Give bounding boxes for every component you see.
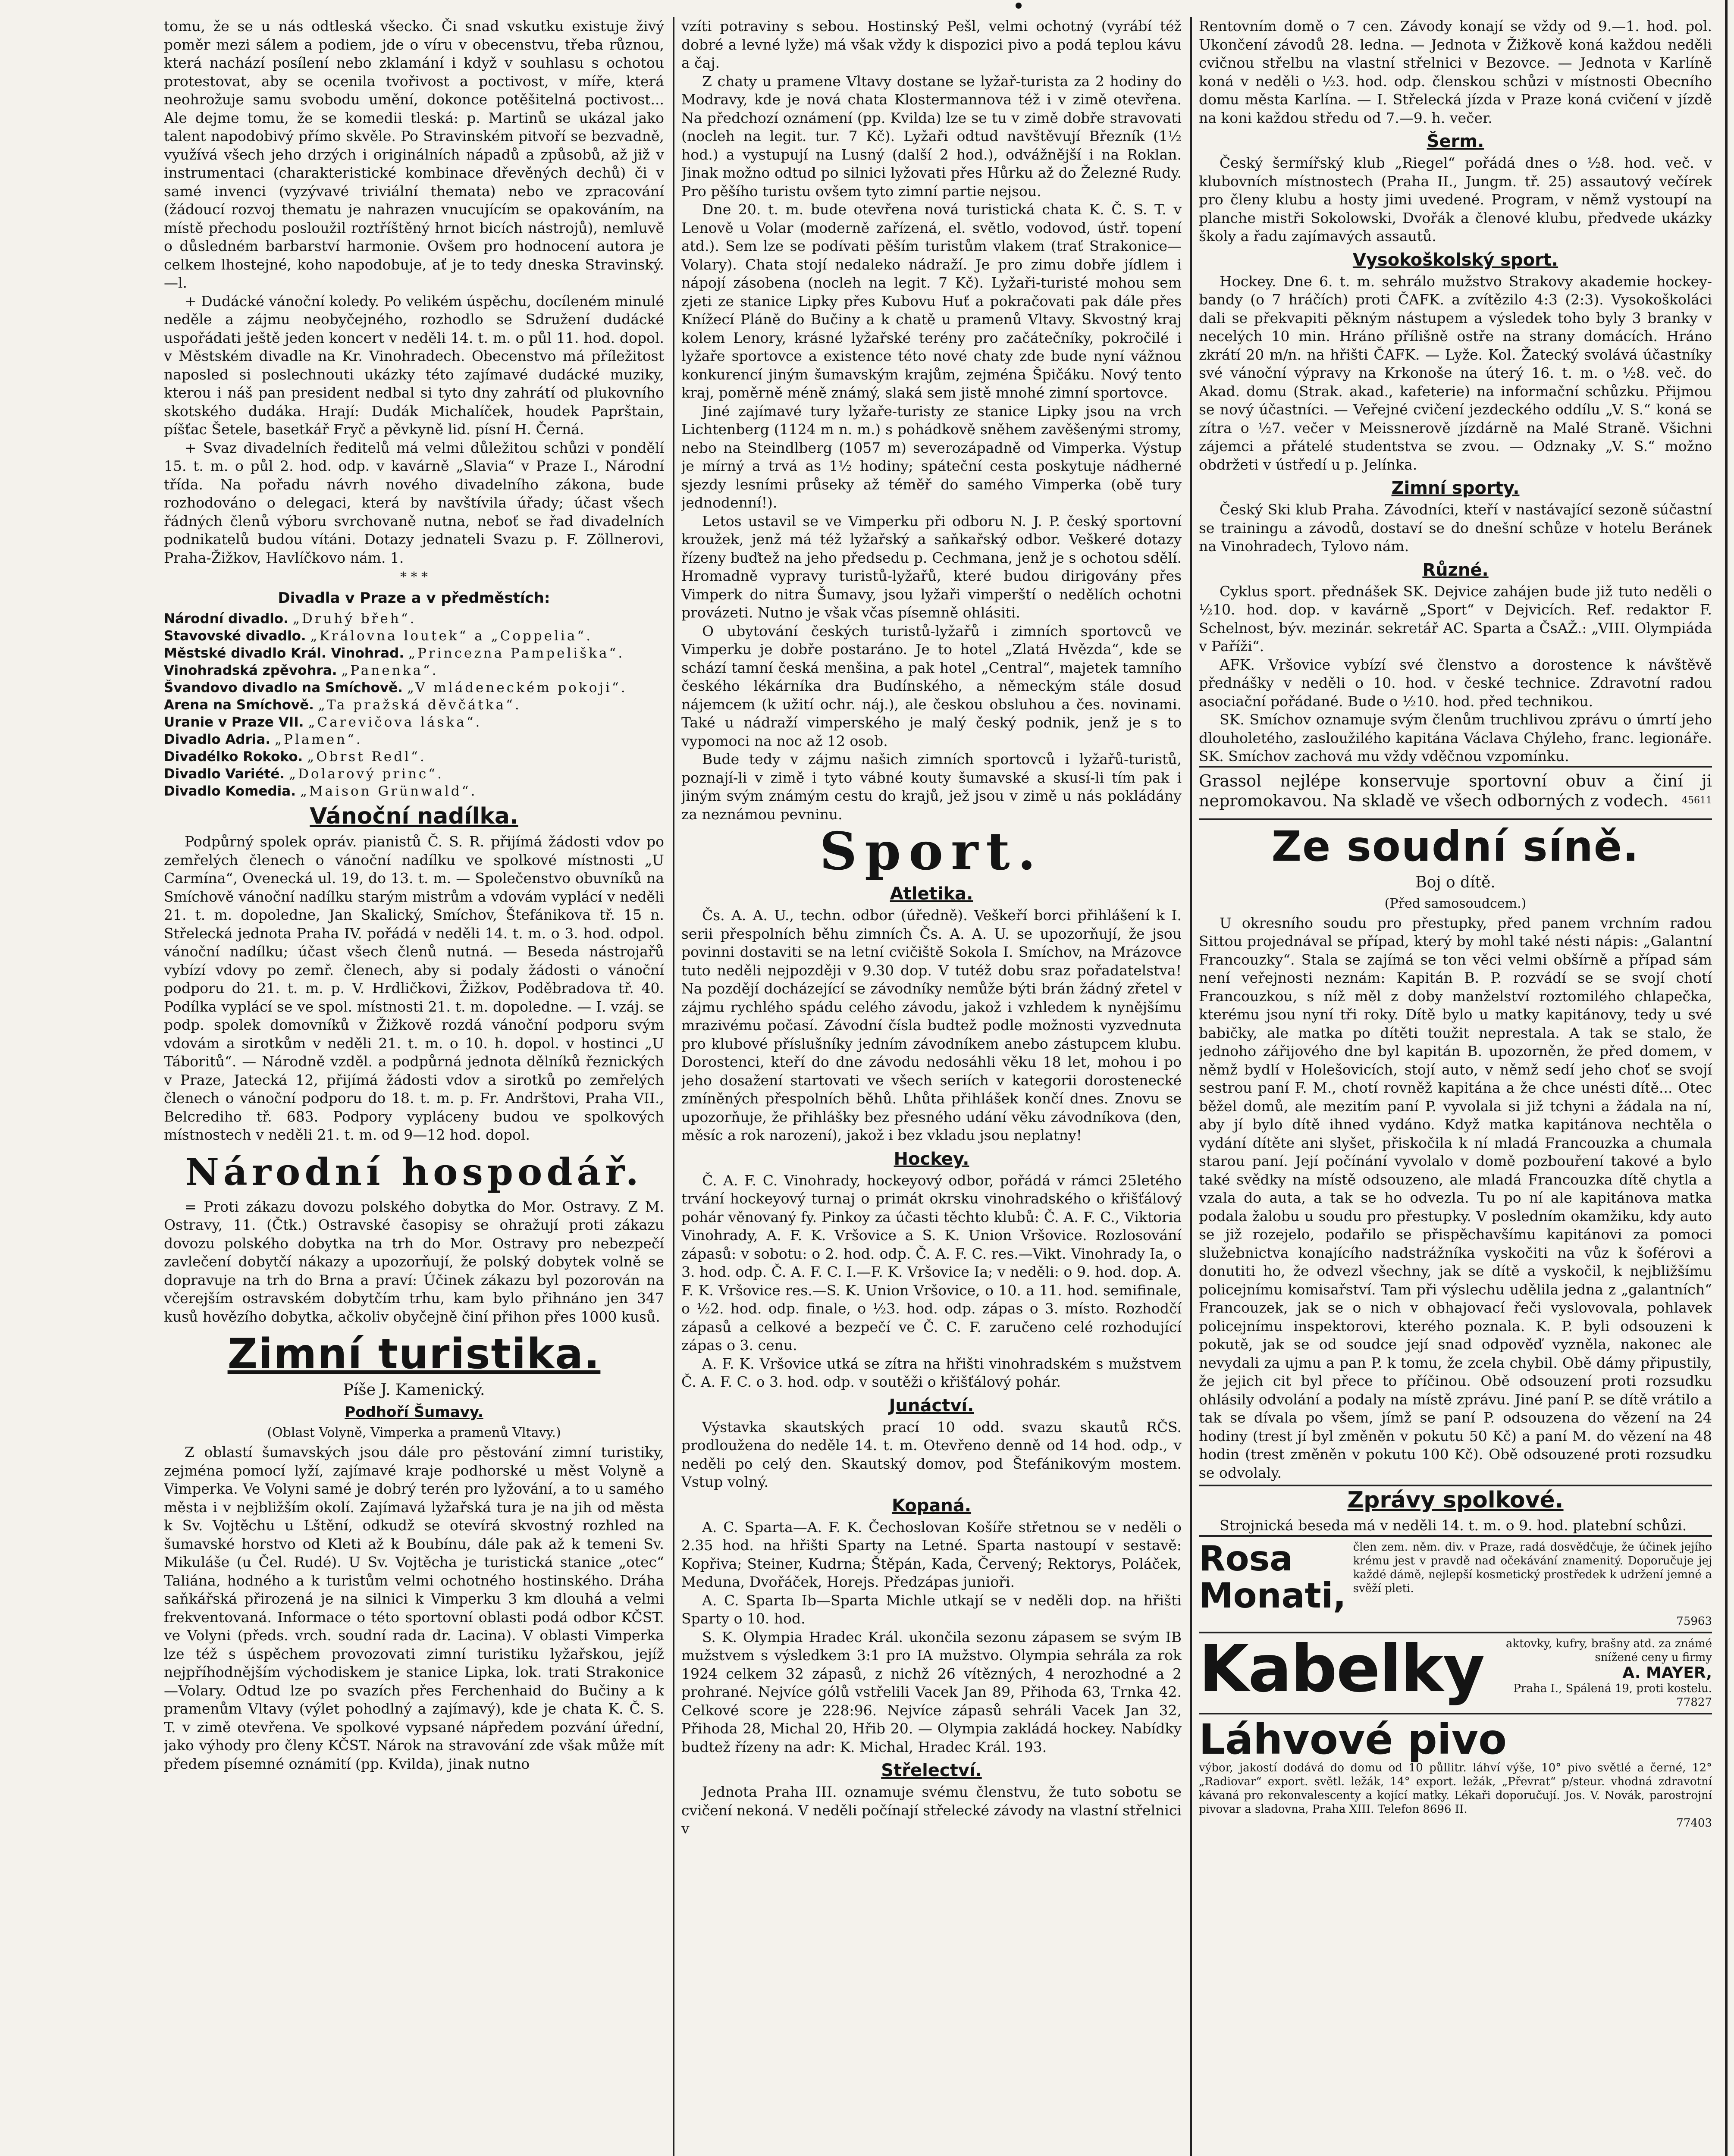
column-1 xyxy=(164,17,664,2156)
article-zpravy: Strojnická beseda má v neděli 14. t. m. o 9. hod. platební schůzi. xyxy=(1220,1517,1687,1534)
section-heading-sport: Sport. xyxy=(819,821,1044,882)
subheading-soudni: Boj o dítě. xyxy=(1415,873,1496,891)
article-ruzne: SK. Smíchov oznamuje svým členům truchlivou zprávu o úmrtí jeho dlouholetého, zasloužilého kapitána Václava Chýleho, franc. legionáře. SK. Smíchov zachová mu vždy vděčnou vzpomínku. xyxy=(1199,711,1712,765)
article-kopana: S. K. Olympia Hradec Král. ukončila sezonu zápasem se svým IB mužstvem s výsledkem 3:1 pro IA mužstvo. Olympia sehrála za rok 1924 celkem 32 zápasů, z nichž 26 vítězných, 4 nerozhodné a 2 prohrané. Nejvíce gólů vstřelili Vacek Jan 89, Přihoda 63, Trnka 42. Celkové score je 228:96. Nejvíce zápasů sehráli Vacek Jan 32, Přihoda 28, Michal 20, Hřib 20. — Olympia zakládá hockey. Nabídky budtež řízeny na adr: K. Michal, Hradec Král. 193. xyxy=(681,1628,1182,1755)
subheading-serm: Šerm. xyxy=(1427,132,1484,151)
theatre-item: Uranie v Praze VII. „Carevičova láska“. xyxy=(164,714,482,730)
subheading-junactvi: Junáctví. xyxy=(889,1395,974,1416)
article-paragraph: O ubytování českých turistů-lyžařů i zimních sportovců ve Vimperku je dobře postaráno. Je to hotel „Zlatá Hvězda“, kde se schází tamní česká menšina, a pak hotel „Central“, majetek tamního českého lékárníka dra Budínského, a německým stále dosud nájemcem (k užití ochr. náj.), ale českou obsluhou a čes. novinami. Také u nádraží vimperského je malý český podnik, jenž je s to vypomoci na noc až 12 osob. xyxy=(681,622,1182,749)
article-nadilka: Podpůrný spolek opráv. pianistů Č. S. R. přijímá žádosti vdov po zemřelých členech o vánoční nadílku ve spolkové místnosti „U Carmína“, Ovenecká ul. 19, do 13. t. m. — Společenstvo obuvníků na Smíchově vánoční nadílku starým mistrům a vdovám vyplácí v neděli 21. t. m. dopoledne, Jan Skalický, Smíchov, Štefánikova tř. 15 n. Střelecká jednota Praha IV. pořádá v neděli 14. t. m. o 3. hod. odpol. vánoční nadílku; účast všech členů nutná. — Beseda nástrojařů vybízí vdovy po zemř. členech, aby si podaly žádosti o vánoční podporu do 21. t. m. p. V. Hrdličkovi, Žižkov, Poděbradova tř. 40. Podílka vyplácí se ve spol. místnosti 21. t. m. dopoledne. — I. vzáj. se podp. spolek domovníků v Žižkově rozdá vánoční podporu svým vdovám a sirotkům v neděli 21. t. m. o 10. h. dopol. v hostinci „U Táboritů“. — Národně vzděl. a podpůrná jednota dělníků řeznických v Praze, Jatecká 12, přijímá žádosti vdov a sirotků po zemřelých členech o vánoční podporu do 18. t. m. p. Fr. Andrštovi, Praha VII., Belcrediho tř. 683. Podpory vypláceny budou ve spolkových místnostech v neděli 21. t. m. od 9—12 hod. dopol. xyxy=(164,833,664,1143)
theatre-item: Městské divadlo Král. Vinohrad. „Princezna Pampeliška“. xyxy=(164,646,625,661)
subheading-zimni: Zimní sporty. xyxy=(1391,478,1520,498)
theatre-item: Vinohradská zpěvohra. „Panenka“. xyxy=(164,663,439,678)
article-continuation: Rentovním domě o 7 cen. Závody konají se vždy od 9.—1. hod. pol. Ukončení závodů 28. ledna. — Jednota v Žižkově koná každou neděli cvičnou střelbu na vlastní střelnici v Bezovce. — Jednota v Karlíně koná v neděli o ½3. hod. odp. členskou schůzi v místnosti Obecního domu města Karlína. — I. Střelecká jízda v Praze koná cvičení v jízdě na koni každou středu od 7.—9. h. večer. xyxy=(1199,18,1712,126)
article-kopana: A. C. Sparta Ib—Sparta Michle utkají se v neděli dop. na hřišti Sparty o 10. hod. xyxy=(681,1592,1182,1627)
column-2 xyxy=(681,17,1182,2156)
theatre-item: Švandovo divadlo na Smíchově. „V mládeneckém pokoji“. xyxy=(164,680,627,696)
section-heading-soudni: Ze soudní síně. xyxy=(1199,818,1712,870)
theatre-item: Arena na Smíchově. „Ta pražská děvčátka“. xyxy=(164,697,521,713)
section-heading-turistika: Zimní turistika. xyxy=(227,1330,601,1378)
article-continuation: tomu, že se u nás odtleská všecko. Či snad vskutku existuje živý poměr mezi sálem a podiem, jde o víru v obecenstvu, třeba různou, která nachází posílení nebo zklamání i když v souhlasu s ochotou protestovat, aby se ocenila tvořivost a poctivost, v míře, která neohrožuje samu svobodu umění, dokonce potěšitelná poctivost... Ale dejme tomu, že se komedii tleská: p. Martinů se ukázal jako talent napodobivý přímo skvěle. Po Stravinském pitvoří se bezvadně, využívá všech jeho drzých i originálních nápadů a způsobů, až již v instrumentaci (charakteristické kombinace dřevěných dechů) či v samé invenci (vyzývavé triviální themata) nebo ve zpracování (žádoucí rozvoj thematu je nahrazen vnucujícím se opakováním, na místě přechodu posloužil roztříštěný hrnot bicích nástrojů), nemluvě o důsledném barbarství harmonie. Ovšem pro hodnocení autora je celkem lhostejné, koho napodobuje, ať je to tedy dneska Stravinský. —l. xyxy=(164,18,664,291)
subheading-podhori: Podhoří Šumavy. xyxy=(345,1404,483,1421)
theatre-item: Národní divadlo. „Druhý břeh“. xyxy=(164,611,417,627)
article-atletika: Čs. A. A. U., techn. odbor (úředně). Veškeří borci přihlášení k I. serii přespolních běhu zimních Čs. A. A. U. se upozorňují, že jsou povinni dostaviti se na letní cvičiště Sokola I. Smíchov, na Mrázovce tuto neděli nejpozději v 9.30 dop. V tutéž dobu sraz pořadatelstva! Na pozdějí docházející se závodníky nemůže býti brán žádný zřetel v zájmu rychlého spádu celého závodu, jakož i vzhledem k nynějšímu mrazivému počasí. Závodní čísla budtež podle možnosti vyzvednuta pro klubové příslušníky jedním závodníkem anebo zástupcem klubu. Dorostenci, kteří do dne závodu nedosáhli věku 18 let, mohou i po jeho dosažení startovati ve všech seriích v kategorii dorostenecké zmíněných přespolních běhů. Lhůta přihlášek končí dnes. Znovu se upozorňuje, že přihlášky bez přesného udání věku závodníkova (den, měsíc a rok narození), jakož i bez vkladu jsou neplatny! xyxy=(681,907,1182,1144)
byline: Píše J. Kamenický. xyxy=(343,1381,485,1399)
article-hockey: A. F. K. Vršovice utká se zítra na hřišti vinohradském s mužstvem Č. A. F. C. o 3. hod. odp. v soutěži o křišťálový pohár. xyxy=(681,1355,1182,1390)
ad-lahvove-pivo: Láhvové pivo výbor, jakostí dodává do domu od 10 půllitr. láhví výše, 10° pivo světlé a černé, 12° „Radiovar“ export. světl. ležák, 14° export. ležák, „Převrat“ p/steur. vhodná zdravotní kávaná pro rekonvalescenty a kojící matky. Lékaři doporučují. Jos. V. Novák, parostrojní pivovar a sladovna, Praha XIII. Telefon 8696 II. 77403 xyxy=(1199,1713,1712,1833)
column-rule xyxy=(1190,17,1192,2156)
article-turistika: Z oblastí šumavských jsou dále pro pěstování zimní turistiky, zejména pomocí lyží, zajímavé kraje podhorské u měst Volyně a Vimperka. Ve Volyni samé je dobrý terén pro lyžování, a to u samého města i v nejbližším okolí. Zajímavá lyžařská tura je na jih od města k Sv. Vojtěchu u Lštění, odkudž se otevírá skvostný rozhled na šumavské horstvo od Kleti až k Boubínu, dále pak až k temeni Sv. Mikuláše (u Čel. Rudé). U Sv. Vojtěcha je turistická stanice „otec“ Taliána, hodného a k turistům velmi ochotného hostinského. Dráha saňkářská přirozená je na silnici k Vimperku 3 km dlouhá a velmi frekventovaná. Informace o této sportovní oblasti podá odbor KČST. ve Volyni (předs. vrch. soudní rada dr. Lacina). V oblasti Vimperka lze též s úspěchem provozovati zimní turistiku lyžařskou, jejíž nejpříhodnějším východiskem je stanice Lipka, lok. trati Strakonice—Volary. Odtud lze po svazích přes Ferchenhaid do Bučiny a k pramenům Vltavy (výlet pohodlný a zajímavý), kde je chata K. Č. S. T. v zimě otevřena. Ve spolkové vypsané nápředem pozvání úřední, jako výhody pro členy KČST. Nárok na stravování zde však může mít předem písemné oznámití (pp. Kvilda), jinak nutno xyxy=(164,1444,664,1772)
article-strelectvi: Jednota Praha III. oznamuje svému členstvu, že tuto sobotu se cvičení nekoná. V neděli počínají střelecké závody na vlastní střelnici v xyxy=(681,1783,1182,1837)
article-ruzne: Cyklus sport. přednášek SK. Dejvice zahájen bude již tuto neděli o ½10. hod. dop. v kavárně „Sport“ v Dejvicích. Ref. redaktor F. Schelnost, býv. mezinár. sekretář AC. Sparta a ČsAŽ.: „VIII. Olympiáda v Paříži“. xyxy=(1199,583,1712,655)
separator-stars: * * * xyxy=(400,570,428,585)
subheading-ruzne: Různé. xyxy=(1422,560,1489,580)
article-paragraph: Z chaty u pramene Vltavy dostane se lyžař-turista za 2 hodiny do Modravy, kde je nová chata Klostermannova též i v zimě otevřena. Na předchozí oznámení (pp. Kvilda) lze se tu v zimě dobře stravovati (nocleh na legit. tur. 7 Kč). Lyžaři odtud navštěvují Březník (1½ hod.) a vystupují na Lusný (další 2 hod.), odvážnější i na Roklan. Jinak možno odtud po silnici lyžovati přes Hůrku až do Železné Rudy. Pro pěšího turistu ovšem tyto zimní partie nejsou. xyxy=(681,72,1182,200)
ad-grassol: Grassol nejlépe konservuje sportovní obuv a činí ji nepromokavou. Na skladě ve všech odborných z vodech. 45611 xyxy=(1199,766,1712,814)
section-heading-hospodar: Národní hospodář. xyxy=(185,1150,643,1194)
theatre-item: Stavovské divadlo. „Královna loutek“ a „Coppelia“. xyxy=(164,628,593,644)
article-koledy: + Dudácké vánoční koledy. Po velikém úspěchu, docíleném minulé neděle a zájmu neobyčejného, rozhodlo se Sdružení dudácké uspořádati ještě jeden koncert v neděli 14. t. m. o půl 11. hod. dopol. v Městském divadle na Kr. Vinohradech. Obecenstvo má příležitost naposled si poslechnouti ukázky této zajímavé dudácké muziky, kterou i náš pan president nedbal si tyto dny zahrátí od plukovního skotského dudáka. Hrají: Dudák Michalíček, houdek Paprštain, píšťac Šetele, basetkář Fryč a pěvkyně lid. písní H. Černá. xyxy=(164,292,664,438)
article-paragraph: Letos ustavil se ve Vimperku při odboru N. J. P. český sportovní kroužek, jenž má též lyžařský a saňkařský odbor. Veškeré dotazy řízeny buďtež na jeho předsedu p. Cechmana, jenž je s ochotou sdělí. Hromadně vypravy turistů-lyžařů, které budou dirigovány přes Vimperk do nitra Šumavy, jsou lyžaři vimperští o nedělích ochotni provázeti. Nutno je však včas písemně ohlásiti. xyxy=(681,512,1182,621)
subheading-vs-sport: Vysokoškolský sport. xyxy=(1352,250,1558,270)
section-heading-nadilka: Vánoční nadílka. xyxy=(310,803,518,829)
column-3 xyxy=(1199,17,1712,2156)
theatre-list xyxy=(164,610,664,800)
theatre-heading: Divadla v Praze a v předměstích: xyxy=(278,589,550,607)
theatre-item: Divadélko Rokoko. „Obrst Redl“. xyxy=(164,749,426,765)
subheading-atletika: Atletika. xyxy=(890,884,973,904)
article-paragraph: Bude tedy v zájmu našich zimních sportovců i lyžařů-turistů, poznají-li v zimě i tyto vábné kouty šumavské a skusí-li tím pak i jiným svým známým cestu do krajů, jež jsou v zimě u nás pokládány za neznámou pevninu. xyxy=(681,751,1182,823)
subheading-strelectvi: Střelectví. xyxy=(881,1761,982,1780)
theatre-item: Divadlo Variété. „Dolarový princ“. xyxy=(164,766,444,782)
article-ruzne: AFK. Vršovice vybízí své členstvo a dorostence k návštěvě přednášky v neděli o 10. hod. v české technice. Zdravotní radou asociační pořádané. Bude o ½10. hod. před technikou. xyxy=(1199,656,1712,710)
article-soudni: U okresního soudu pro přestupky, před panem vrchním radou Sittou projednával se případ, který by mohl také nésti nápis: „Galantní Francouzky“. Stala se zajímá se ton věci velmi obšírně a případ sám není veřejnosti neznám: Kapitán B. P. rozvádí se se svojí chotí Francouzkou, s níž měl z doby manželství roztomilého chlapečka, kterému jsou nyní tři roky. Dítě bylo u matky kapitánovy, tedy u své babičky, ale matka po dítěti toužit neprestala. A tak se stalo, že jednoho zářijového dne byl kapitán B. upozorněn, že před domem, v němž bydlí v Holešovicích, stojí auto, v němž sedí jeho choť se svojí sestrou paní F. M., chotí rovněž kapitána a že chce unésti dítě... Otec běžel domů, ale mezitím paní P. vyvolala si již tchyni a žádala na ní, aby jí bylo dítě ihned vydáno. Když matka kapitánova nechtěla o vydání dítěte ani slyšet, přiskočila k ní mladá Francouzka a chumala starou paní. Její počínání vyvolalo v domě pozbouření takové a bylo také svědky na místě odsouzeno, ale mladá Francouzka dítě chytla a vzala do auta, a tak se ho odvezla. Tu po ní ale kapitánova matka podala žalobu u soudu pro přestupky. V posledním okamžiku, kdy auto se již rozejelo, podařilo se přispěchavšímu kapitánovi za pomoci služebnictva konajícího nadstrážníka vyskočiti na vůz k šoférovi a donutiti ho, že odvezl všechny, jak se dítě a vyskočil, k nejbližšímu policejnímu komisařství. Tam při výslechu udělila jedna z „galantních“ Francouzek, jak se o nich v obhajovací řeči vyslovovala, pohlavek policejnímu inspektorovi, kterého poznala. K. P. byli odsouzeni k pokutě, jak se od soudce její snad odpověď vyzněla, nakonec ale nevydali za ujmu a pan P. k tomu, že zcela chybil. Obě dámy připustily, že jejich cit byl přece to příčinou. Obě odsouzení proti rozsudku ohlásily odvolání a podaly na místě zprávu. Jiné paní P. se dítě vrátilo a tak se dívala po všem, jímž se paní P. odsouzena do vězení na 24 hodiny (trest jí byl změněn v pokutu 50 Kč) a paní M. do vězení na 48 hodin (trest změněn v pokutu 100 Kč). Obě odsouzené proti rozsudku se odvolaly. xyxy=(1199,914,1712,1481)
article-hospodar: = Proti zákazu dovozu polského dobytka do Mor. Ostravy. Z M. Ostravy, 11. (Čtk.) Ostravské časopisy se ohražují proti zákazu dovozu polského dobytka na trh do Mor. Ostravy pro nebezpečí zavlečení dobytčí nákazy a upozorňují, že polský dobytek volně se dopravuje na trh do Brna a praví: Účinek zákazu byl pozorován na včerejším ostravském dobytčím trhu, kam bylo přihnáno jen 347 kusů hovězího dobytka, ačkoliv obyčejně činí přihon přes 1000 kusů. xyxy=(164,1198,664,1325)
ad-rosa-monati: Rosa Monati, člen zem. něm. div. v Praze, radá dosvědčuje, že účinek jejího krému jest v pravdě nad očekávání znamenitý. Doporučuje jej každé dámě, nejlepší kosmetický prostředek k udržení jemné a svěží pleti. 75963 xyxy=(1199,1535,1712,1632)
article-serm: Český šermířský klub „Riegel“ pořádá dnes o ½8. hod. več. v klubovních místnostech (Praha II., Jungm. tř. 25) assautový večírek pro členy klubu a hosty jimi uvedené. Program, v němž vystoupí na planche mistři Sokolowski, Dvořák a členové klubu, předvede ukázky školy a řadu zajímavých assautů. xyxy=(1199,154,1712,244)
article-kopana: A. C. Sparta—A. F. K. Čechoslovan Košíře střetnou se v neděli o 2.35 hod. na hřišti Sparty na Letné. Sparta nastoupí v sestavě: Kopřiva; Steiner, Kudrna; Štěpán, Kada, Červený; Rektorys, Poláček, Meduna, Dvořáček, Horejs. Předzápas junioři. xyxy=(681,1518,1182,1590)
article-continuation: vzíti potraviny s sebou. Hostinský Pešl, velmi ochotný (vyrábí též dobré a levné lyže) má však vždy k dispozici pivo a podá teplou kávu a čaj. xyxy=(681,18,1182,71)
article-hockey: Č. A. F. C. Vinohrady, hockeyový odbor, pořádá v rámci 25letého trvání hockeyový turnaj o primát okrsku vinohradského o křišťálový pohár věnovaný fy. Pinkoy za účasti těchto klubů: Č. A. F. C., Viktoria Vinohrady, A. F. K. Vršovice a S. K. Union Vršovice. Rozlosování zápasů: v sobotu: o 2. hod. odp. Č. A. F. C. res.—Vikt. Vinohrady Ia, o 3. hod. odp. Č. A. F. C. I.—F. K. Vršovice Ia; v neděli: o 9. hod. dop. A. F. K. Vršovice res.—S. K. Union Vršovice, o 10. a 11. hod. semifinale, o ½2. hod. odp. finale, o ½3. hod. odp. zápas o 3. místo. Rozhodčí zápasů a celkové a bezpečí ve Č. C. F. zaručeno celé rozhodující zápas o 3. cenu. xyxy=(681,1172,1182,1354)
subheading-note: (Před samosoudcem.) xyxy=(1384,896,1527,911)
theatre-item: Divadlo Adria. „Plamen“. xyxy=(164,732,363,747)
newspaper-page xyxy=(164,17,1721,2156)
subheading-kopana: Kopaná. xyxy=(891,1495,972,1516)
subheading-hockey: Hockey. xyxy=(894,1149,969,1169)
article-paragraph: Dne 20. t. m. bude otevřena nová turistická chata K. Č. S. T. v Lenově u Volar (moderně zařízená, el. světlo, vodovod, ústř. topení atd.). Sem lze se podívati pěším turistům vlakem (trať Strakonice—Volary). Chata stojí nedaleko nádraží. Je pro zimu dobře jídlem i nápojí zásobena (nocleh na legit. 7 Kč). Lyžaři-turisté mohou sem zjeti ze stanice Lipky přes Kubovu Huť a pokračovati pak dále přes Knížecí Pláně do Bučiny a k chatě u pramenů Vltavy. Skvostný kraj kolem Lenory, krásné lyžařské terény pro začátečníky, pokročilé i lyžaře sportovce a existence této nové chaty zde bude nyní vážnou konkurencí jiným šumavským krajům, zejména Špičáku. Nový tento kraj, poměrně méně známý, slaká sem jistě mnohé zimní sportovce. xyxy=(681,201,1182,401)
article-junactvi: Výstavka skautských prací 10 odd. svazu skautů RČS. prodloužena do neděle 14. t. m. Otevřeno denně od 14 hod. odp., v neděli po celý den. Skautský domov, pod Štefánikovým mostem. Vstup volný. xyxy=(681,1418,1182,1490)
article-vs-sport: Hockey. Dne 6. t. m. sehrálo mužstvo Strakovy akademie hockey-bandy (o 7 hráčích) proti ČAFK. a zvítězilo 4:3 (2:3). Vysokoškoláci dali se překvapiti pěkným nástupem a výsledek toho byly 3 branky v necelých 10 min. Hráno přílišně ostře na strany domácích. Hráno zkrátí 20 m/n. na hřišti ČAFK. — Lyže. Kol. Žatecký svolává účastníky své vánoční výpravy na Krkonoše na úterý 16. t. m. o ½8. več. do Akad. domu (Strak. akad., kafeterie) na informační schůzku. Přijmou se nový účastníci. — Veřejné cvičení jezdeckého oddílu „V. S.“ koná se zítra o ½7. večer v Meissnerově jízdárně na Malé Straně. Všichni zájemci a přátelé studentstva se zvou. — Odznaky „V. S.“ možno obdržeti v ústředí u p. Jelínka. xyxy=(1199,273,1712,473)
theatre-item: Divadlo Komedia. „Maison Grünwald“. xyxy=(164,783,477,799)
page-edge-line xyxy=(1725,0,1728,2156)
punch-dot xyxy=(1016,3,1022,9)
section-heading-zpravy: Zprávy spolkové. xyxy=(1199,1485,1712,1514)
column-rule xyxy=(673,17,674,2156)
article-svaz: + Svaz divadelních ředitelů má velmi důležitou schůzi v pondělí 15. t. m. o půl 2. hod. odp. v kavárně „Slavia“ v Praze I., Národní třída. Na pořadu návrh nového divadelního zákona, bude rozhodováno o delegaci, která by navštívila úřady; účast všech řádných členů výboru svrchovaně nutna, neboť se řad divadelních podnikatelů budou vítáni. Dotazy jednateli Svazu p. F. Zöllnerovi, Praha-Žižkov, Havlíčkovo nám. 1. xyxy=(164,439,664,566)
subheading-note: (Oblast Volyně, Vimperka a pramenů Vltavy.) xyxy=(267,1425,561,1440)
article-paragraph: Jiné zajímavé tury lyžaře-turisty ze stanice Lipky jsou na vrch Lichtenberg (1124 m n. m.) s pohádkově sněhem zavěšenými stromy, nebo na Steindlberg (1057 m) severozápadně od Vimperka. Výstup je mírný a trvá as 1½ hodiny; spáteční cesta poskytuje nádherné sjezdy lesními průseky až téměř do samého Vimperka (obě tury jednodenní!). xyxy=(681,402,1182,511)
article-zimni: Český Ski klub Praha. Závodníci, kteří v nastávající sezoně súčastní se trainingu a závodů, dostaví se do dnešní schůze v hotelu Beránek na Vinohradech, Tylovo nám. xyxy=(1199,501,1712,555)
ad-kabelky: Kabelky aktovky, kufry, brašny atd. za známé snížené ceny u firmy A. MAYER, Praha I., Spálená 19, proti kostelu. 77827 xyxy=(1199,1632,1712,1713)
